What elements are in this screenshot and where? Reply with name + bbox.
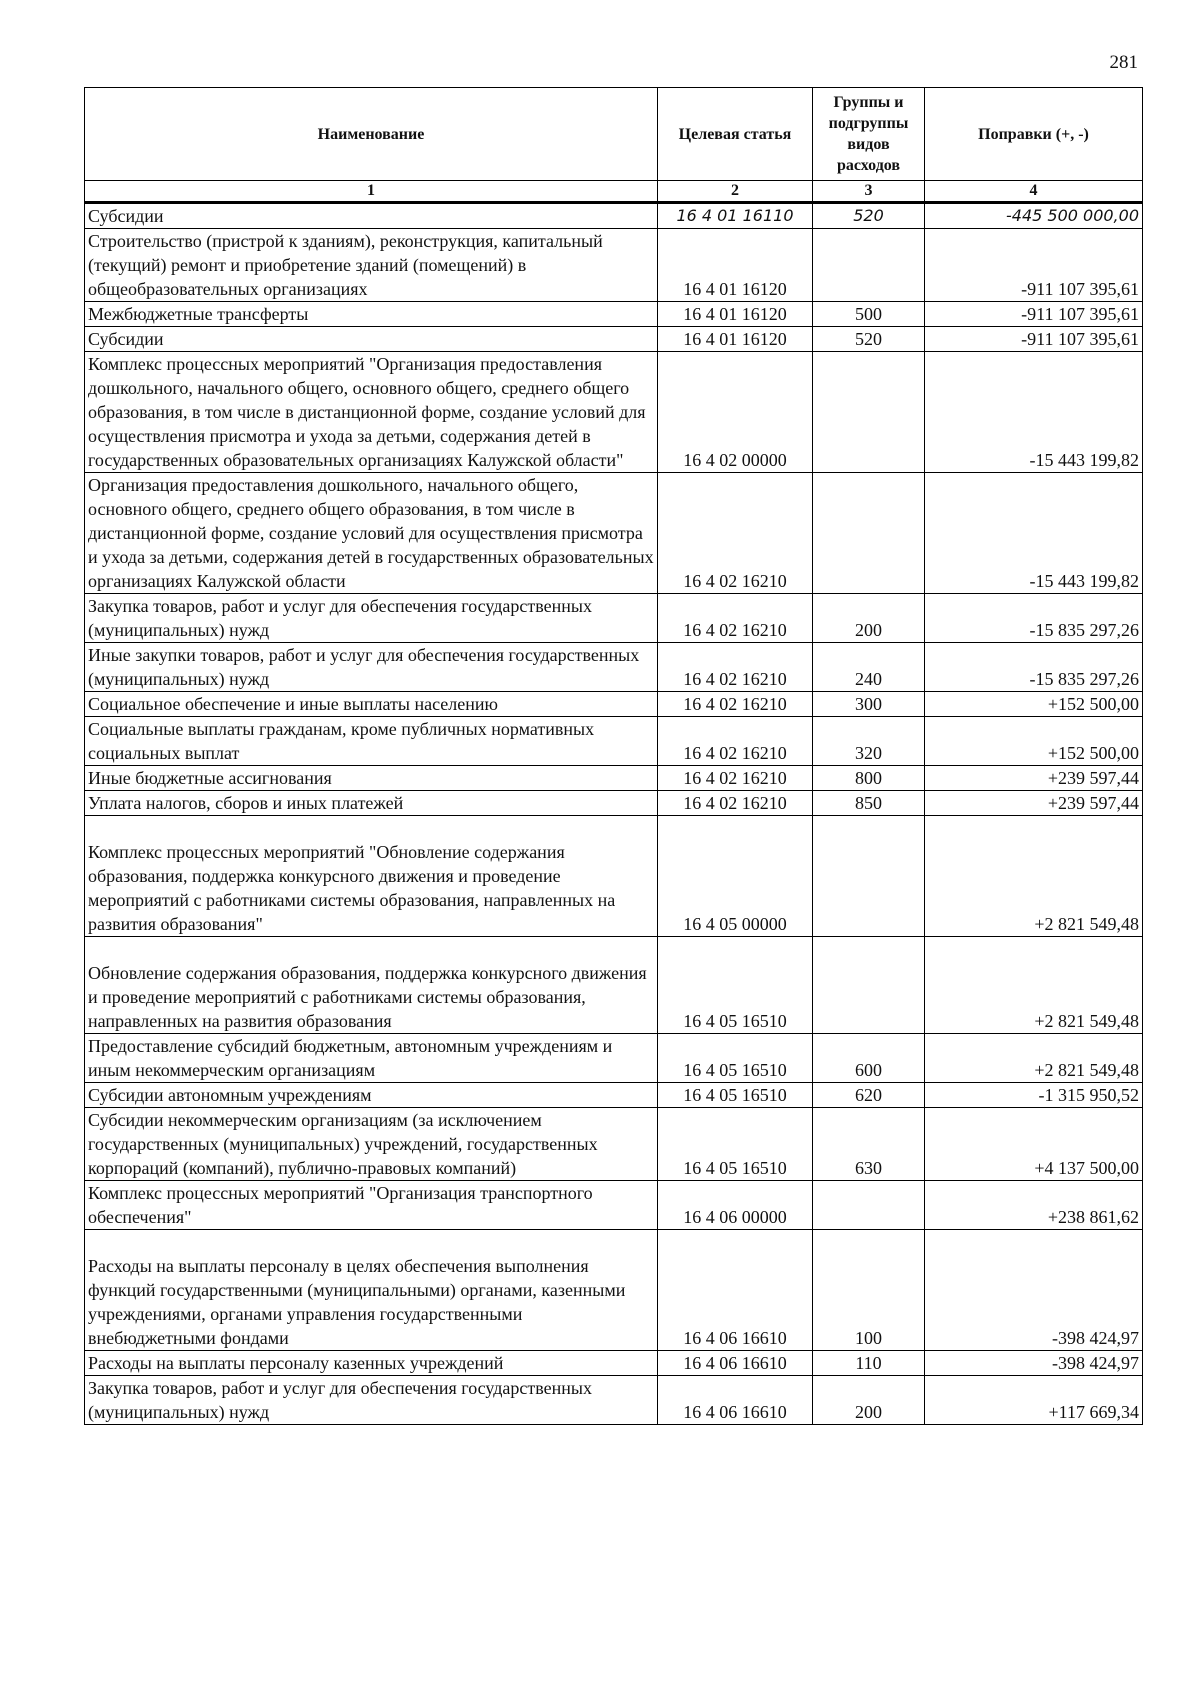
row-code: 16 4 01 16110 <box>658 203 813 229</box>
row-code: 16 4 06 16610 <box>658 1351 813 1376</box>
row-name: Субсидии некоммерческим организациям (за исключением государственных (муниципальных) учреждений, государственных корпораций (компаний), публично-правовых компаний) <box>85 1108 658 1181</box>
col-number-1: 1 <box>85 181 658 203</box>
row-name: Иные бюджетные ассигнования <box>85 766 658 791</box>
row-group <box>813 229 925 302</box>
row-amount: +152 500,00 <box>925 717 1143 766</box>
table-row <box>85 594 1143 643</box>
header-group: Группы и подгруппы видов расходов <box>813 88 925 181</box>
row-code: 16 4 01 16120 <box>658 302 813 327</box>
row-group: 100 <box>813 1230 925 1351</box>
row-amount: +117 669,34 <box>925 1376 1143 1425</box>
table-row <box>85 302 1143 327</box>
row-code: 16 4 01 16120 <box>658 229 813 302</box>
row-group <box>813 473 925 594</box>
table-row <box>85 1181 1143 1230</box>
row-code: 16 4 05 16510 <box>658 1108 813 1181</box>
table-row <box>85 766 1143 791</box>
row-amount: +2 821 549,48 <box>925 937 1143 1034</box>
row-amount: -15 443 199,82 <box>925 352 1143 473</box>
row-name: Социальное обеспечение и иные выплаты населению <box>85 692 658 717</box>
column-number-row <box>85 181 1143 203</box>
row-group <box>813 352 925 473</box>
row-code: 16 4 05 16510 <box>658 937 813 1034</box>
row-name: Закупка товаров, работ и услуг для обеспечения государственных (муниципальных) нужд <box>85 1376 658 1425</box>
row-amount: -911 107 395,61 <box>925 229 1143 302</box>
header-amount: Поправки (+, -) <box>925 88 1143 181</box>
row-name: Строительство (пристрой к зданиям), реконструкция, капитальный (текущий) ремонт и приобретение зданий (помещений) в общеобразовательных организациях <box>85 229 658 302</box>
row-code: 16 4 01 16120 <box>658 327 813 352</box>
row-name: Комплекс процессных мероприятий "Организация предоставления дошкольного, начального общего, основного общего, среднего общего образования, в том числе в дистанционной форме, создание условий для осуществления присмотра и ухода за детьми, содержания детей в государственных образовательных организациях Калужской области" <box>85 352 658 473</box>
row-code: 16 4 02 16210 <box>658 643 813 692</box>
row-code: 16 4 02 00000 <box>658 352 813 473</box>
col-number-4: 4 <box>925 181 1143 203</box>
row-group: 110 <box>813 1351 925 1376</box>
row-amount: +239 597,44 <box>925 791 1143 816</box>
row-group: 520 <box>813 327 925 352</box>
table-row <box>85 1376 1143 1425</box>
row-amount: -15 835 297,26 <box>925 643 1143 692</box>
row-amount: -911 107 395,61 <box>925 327 1143 352</box>
row-code: 16 4 05 16510 <box>658 1083 813 1108</box>
row-code: 16 4 05 00000 <box>658 816 813 937</box>
table-row <box>85 327 1143 352</box>
row-group: 800 <box>813 766 925 791</box>
row-group: 320 <box>813 717 925 766</box>
table-row <box>85 203 1143 229</box>
table-row <box>85 717 1143 766</box>
row-name: Организация предоставления дошкольного, начального общего, основного общего, среднего общего образования, в том числе в дистанционной форме, создание условий для осуществления присмотра и ухода за детьми, содержания детей в государственных образовательных организациях Калужской области <box>85 473 658 594</box>
row-group: 300 <box>813 692 925 717</box>
row-group: 520 <box>813 203 925 229</box>
table-row <box>85 1230 1143 1351</box>
row-amount: -398 424,97 <box>925 1351 1143 1376</box>
row-group: 500 <box>813 302 925 327</box>
row-name: Расходы на выплаты персоналу в целях обеспечения выполнения функций государственными (муниципальными) органами, казенными учреждениями, органами управления государственными внебюджетными фондами <box>85 1230 658 1351</box>
row-group <box>813 816 925 937</box>
row-amount: +4 137 500,00 <box>925 1108 1143 1181</box>
row-amount: +2 821 549,48 <box>925 816 1143 937</box>
row-code: 16 4 06 00000 <box>658 1181 813 1230</box>
col-number-3: 3 <box>813 181 925 203</box>
table-row <box>85 1034 1143 1083</box>
row-amount: -15 443 199,82 <box>925 473 1143 594</box>
row-code: 16 4 02 16210 <box>658 766 813 791</box>
table-row <box>85 1351 1143 1376</box>
table-row <box>85 352 1143 473</box>
row-group: 200 <box>813 594 925 643</box>
row-group <box>813 937 925 1034</box>
header-name: Наименование <box>85 88 658 181</box>
row-name: Субсидии автономным учреждениям <box>85 1083 658 1108</box>
row-name: Иные закупки товаров, работ и услуг для обеспечения государственных (муниципальных) нужд <box>85 643 658 692</box>
table-row <box>85 692 1143 717</box>
header-code: Целевая статья <box>658 88 813 181</box>
row-name: Обновление содержания образования, поддержка конкурсного движения и проведение мероприятий с работниками системы образования, направленных на развития образования <box>85 937 658 1034</box>
table-header-row <box>85 88 1143 181</box>
row-group: 240 <box>813 643 925 692</box>
row-amount: -911 107 395,61 <box>925 302 1143 327</box>
row-name: Расходы на выплаты персоналу казенных учреждений <box>85 1351 658 1376</box>
row-code: 16 4 02 16210 <box>658 791 813 816</box>
row-name: Межбюджетные трансферты <box>85 302 658 327</box>
row-group: 850 <box>813 791 925 816</box>
table-row <box>85 816 1143 937</box>
table-row <box>85 229 1143 302</box>
row-amount: -445 500 000,00 <box>925 203 1143 229</box>
col-number-2: 2 <box>658 181 813 203</box>
row-amount: +2 821 549,48 <box>925 1034 1143 1083</box>
row-name: Социальные выплаты гражданам, кроме публичных нормативных социальных выплат <box>85 717 658 766</box>
row-group <box>813 1181 925 1230</box>
row-name: Уплата налогов, сборов и иных платежей <box>85 791 658 816</box>
row-code: 16 4 02 16210 <box>658 473 813 594</box>
row-group: 200 <box>813 1376 925 1425</box>
row-code: 16 4 06 16610 <box>658 1376 813 1425</box>
row-amount: +239 597,44 <box>925 766 1143 791</box>
row-code: 16 4 02 16210 <box>658 717 813 766</box>
table-row <box>85 1083 1143 1108</box>
row-group: 630 <box>813 1108 925 1181</box>
row-name: Субсидии <box>85 203 658 229</box>
row-code: 16 4 05 16510 <box>658 1034 813 1083</box>
page-number: 281 <box>1109 52 1138 73</box>
row-group: 600 <box>813 1034 925 1083</box>
row-amount: -15 835 297,26 <box>925 594 1143 643</box>
row-amount: +152 500,00 <box>925 692 1143 717</box>
row-name: Предоставление субсидий бюджетным, автономным учреждениям и иным некоммерческим организациям <box>85 1034 658 1083</box>
row-name: Субсидии <box>85 327 658 352</box>
row-name: Комплекс процессных мероприятий "Обновление содержания образования, поддержка конкурсного движения и проведение мероприятий с работниками системы образования, направленных на развития образования" <box>85 816 658 937</box>
table-row <box>85 1108 1143 1181</box>
row-code: 16 4 06 16610 <box>658 1230 813 1351</box>
table-row <box>85 791 1143 816</box>
table-row <box>85 473 1143 594</box>
row-code: 16 4 02 16210 <box>658 692 813 717</box>
row-amount: +238 861,62 <box>925 1181 1143 1230</box>
budget-amendments-table <box>84 87 1143 1425</box>
row-code: 16 4 02 16210 <box>658 594 813 643</box>
row-group: 620 <box>813 1083 925 1108</box>
row-amount: -398 424,97 <box>925 1230 1143 1351</box>
table-row <box>85 643 1143 692</box>
table-row <box>85 937 1143 1034</box>
row-amount: -1 315 950,52 <box>925 1083 1143 1108</box>
row-name: Закупка товаров, работ и услуг для обеспечения государственных (муниципальных) нужд <box>85 594 658 643</box>
row-name: Комплекс процессных мероприятий "Организация транспортного обеспечения" <box>85 1181 658 1230</box>
